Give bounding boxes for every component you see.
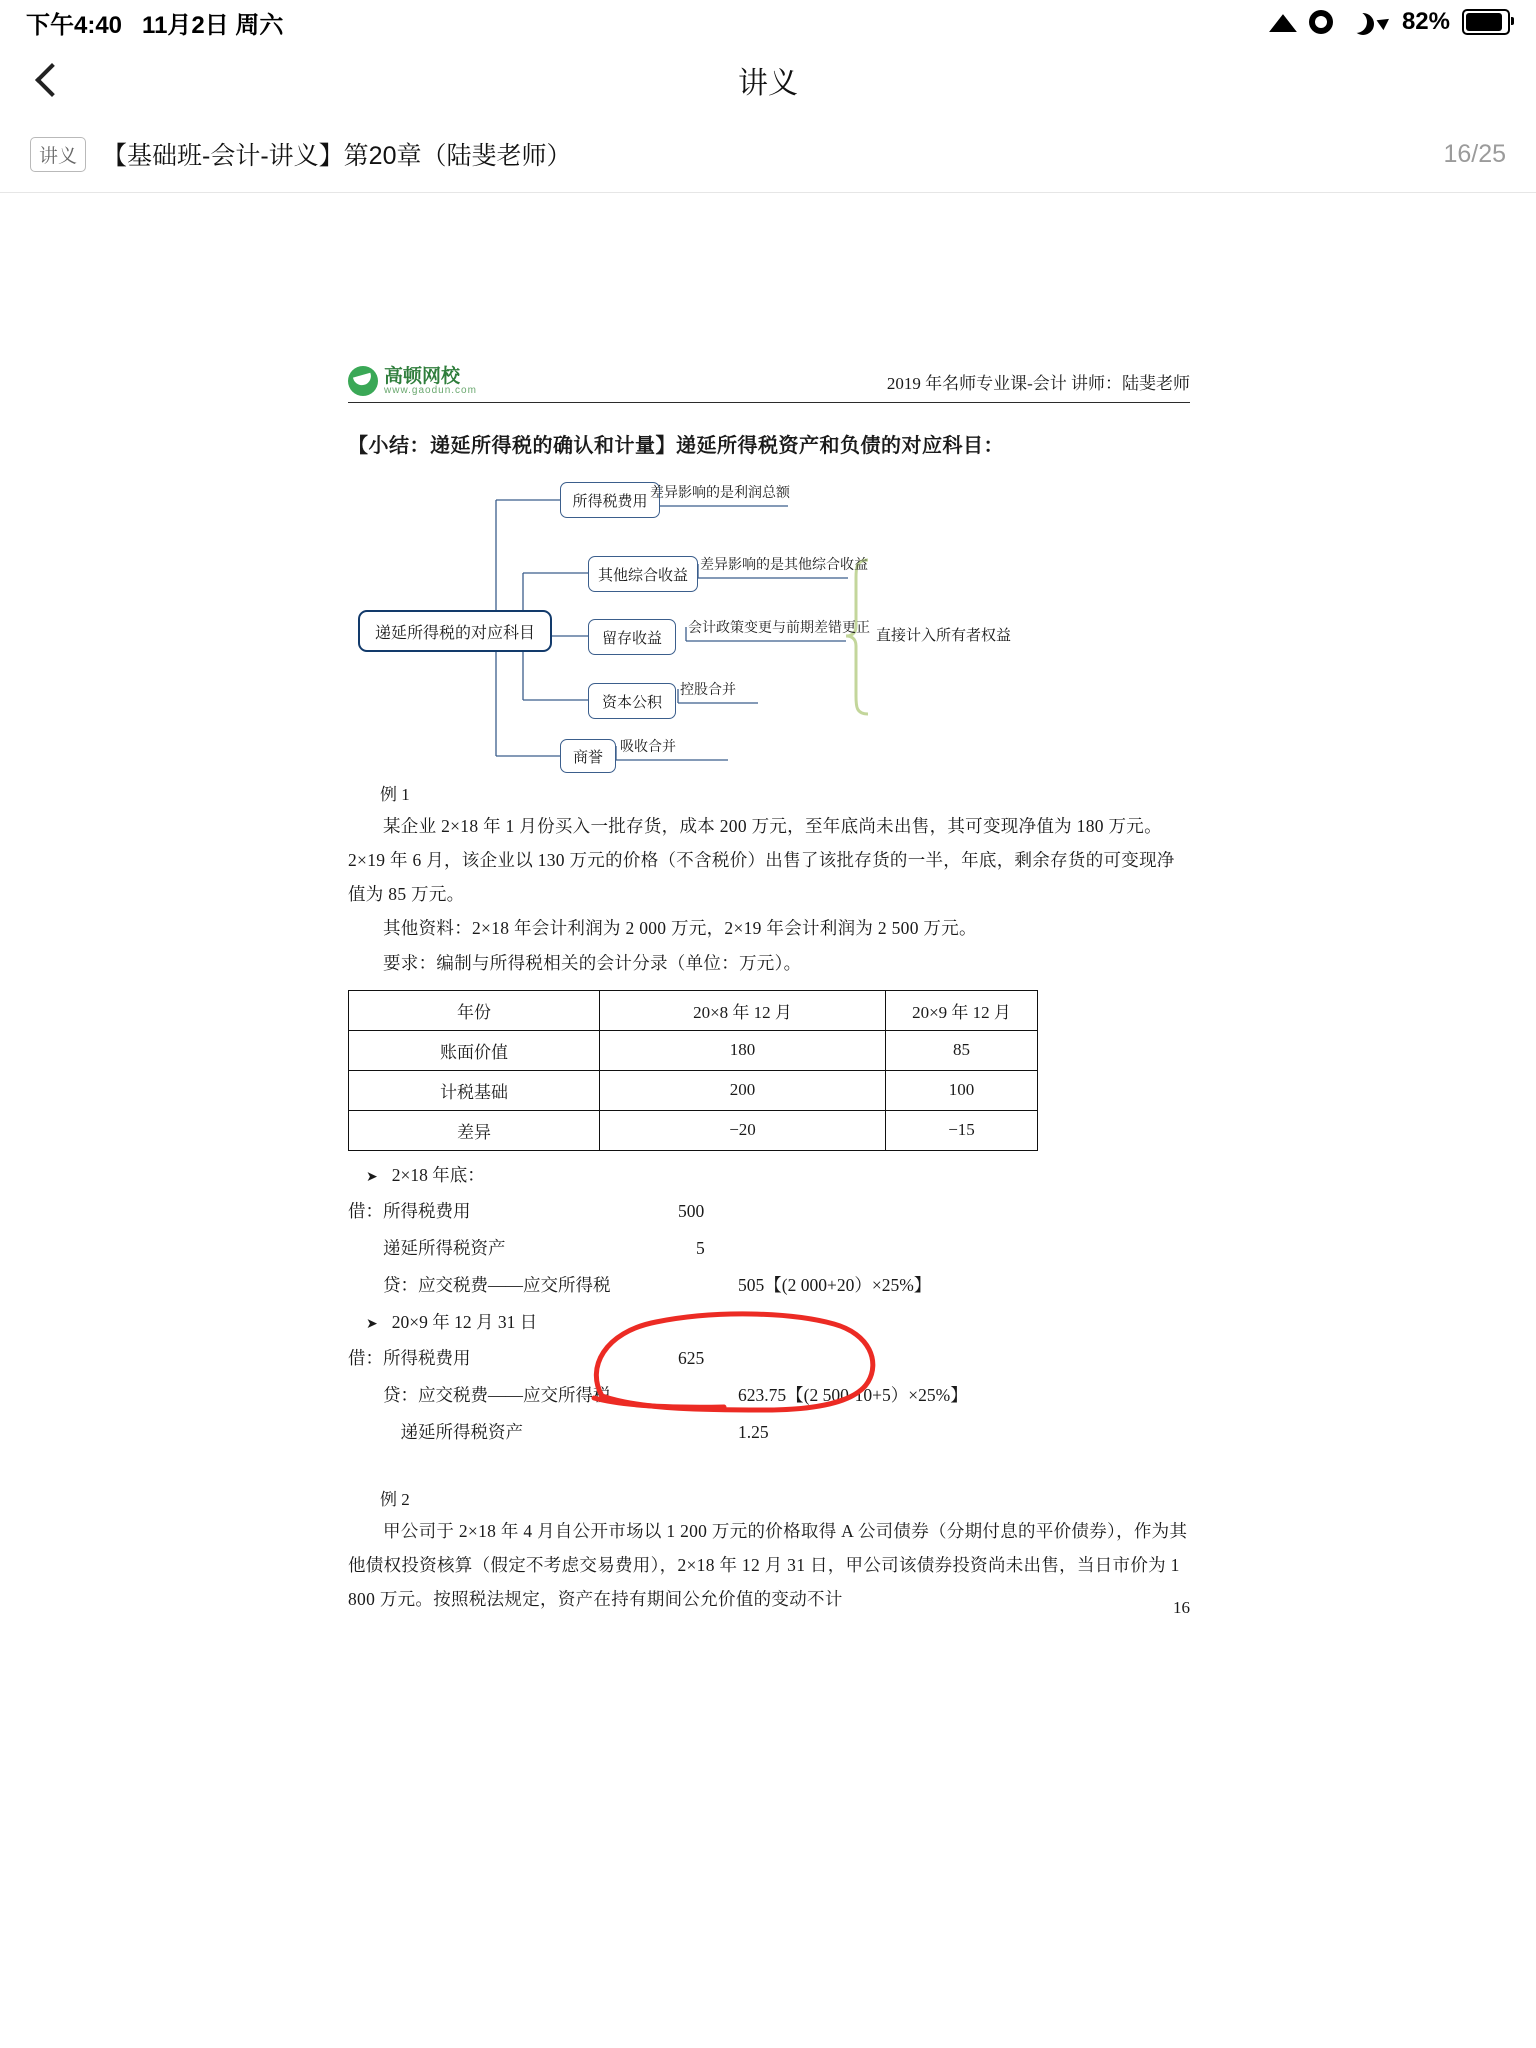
doc-type-tag: 讲义 [30,137,86,172]
mindmap-node-1: 其他综合收益 [588,556,698,592]
table-cell-r0c0: 账面价值 [349,1030,600,1070]
mindmap-brace-label: 直接计入所有者权益 [876,627,1012,644]
status-bar [0,0,1536,44]
mindmap-note-3: 控股合并 [680,681,736,697]
example1-table [348,990,1038,1151]
journal-label: 贷：应交税费——应交所得税 [348,1385,611,1406]
table-row [349,1030,1038,1070]
wifi-icon [1269,12,1297,32]
chevron-left-icon [35,63,69,97]
table-cell-r1c2: 100 [886,1070,1038,1110]
nav-bar [0,44,1536,116]
example1-paragraph-0: 某企业 2×18 年 1 月份买入一批存货，成本 200 万元，至年底尚未出售，其可变现净值为 180 万元。2×19 年 6 月，该企业以 130 万元的价格（不含税价）出售了该批存货的一半，年底，剩余存货的可变现净值为 85 万元。 [348,816,1175,905]
back-button[interactable] [30,58,74,102]
location-icon [1377,14,1393,30]
gaodun-logo [348,366,477,396]
journal-value: 5 [696,1238,705,1259]
table-cell-r0c1: 180 [600,1030,886,1070]
moon-icon [1345,11,1367,33]
journal-line [348,1340,1190,1377]
table-header-1: 20×8 年 12 月 [600,990,886,1030]
page-title: 讲义 [738,67,798,100]
journal-line [348,1193,1190,1230]
mindmap-note-0: 差异影响的是利润总额 [650,484,790,500]
table-row [349,1110,1038,1150]
table-cell-r1c0: 计税基础 [349,1070,600,1110]
status-date: 11月2日 周六 [142,11,284,39]
table-cell-r2c1: −20 [600,1110,886,1150]
journal-line [348,1230,1190,1267]
table-header-row [349,990,1038,1030]
page-header [348,366,1190,403]
journal-line [348,1267,1190,1304]
mindmap-node-2: 留存收益 [588,619,676,655]
table-cell-r2c2: −15 [886,1110,1038,1150]
journal-line [348,1414,1190,1451]
journal-value: 625 [678,1348,705,1369]
battery-icon [1462,9,1510,35]
example1-label: 例 1 [380,785,410,804]
document-page-number: 16 [1173,1598,1190,1617]
journal-value: 623.75【(2 500-10+5）×25%】 [738,1385,968,1406]
journal-label: 贷：应交税费——应交所得税 [348,1274,611,1295]
journal-label: 借：所得税费用 [348,1201,471,1222]
mindmap-note-4: 吸收合并 [620,738,676,754]
battery-percent: 82% [1401,8,1450,35]
journal-label: 递延所得税资产 [348,1238,506,1259]
header-course-info: 2019 年名师专业课-会计 讲师：陆斐老师 [886,374,1190,393]
document-title: 【基础班-会计-讲义】第20章（陆斐老师） [102,142,572,170]
document-page [348,366,1190,1616]
entry-group-0-bullet: ➤ 2×18 年底： [366,1157,1190,1194]
section-title: 【小结：递延所得税的确认和计量】递延所得税资产和负债的对应科目： [348,435,1004,457]
table-cell-r0c2: 85 [886,1030,1038,1070]
journal-value: 500 [678,1201,705,1222]
table-cell-r2c0: 差异 [349,1110,600,1150]
example2-paragraph-0: 甲公司于 2×18 年 4 月自公开市场以 1 200 万元的价格取得 A 公司债券（分期付息的平价债券），作为其他债权投资核算（假定不考虑交易费用），2×18 年 12 月 31 日，甲公司该债券投资尚未出售，当日市价为 1 800 万元。按照税法规定，资产在持有期间公允价值的变动不计 [348,1520,1188,1609]
table-header-0: 年份 [349,990,600,1030]
logo-mark-icon [348,366,378,396]
page-indicator: 16/25 [1443,139,1506,168]
status-time: 下午4:40 [26,11,123,39]
journal-value: 505【(2 000+20）×25%】 [738,1274,932,1295]
status-bar-right [1269,8,1510,36]
journal-label: 递延所得税资产 [348,1421,523,1442]
entry-group-1-bullet: ➤ 20×9 年 12 月 31 日 [366,1304,1190,1341]
mindmap-root-node: 递延所得税的对应科目 [358,610,552,652]
example1-paragraph-1: 其他资料：2×18 年会计利润为 2 000 万元，2×19 年会计利润为 2 500 万元。 [383,918,977,939]
example2-label: 例 2 [380,1489,410,1509]
table-header-2: 20×9 年 12 月 [886,990,1038,1030]
table-cell-r1c1: 200 [600,1070,886,1110]
mindmap [348,468,1190,768]
document-info-bar [0,116,1536,193]
journal-line [348,1377,1190,1414]
journal-value: 1.25 [738,1421,769,1442]
journal-label: 借：所得税费用 [348,1348,471,1369]
mindmap-node-4: 商誉 [560,739,616,773]
example1-paragraph-2: 要求：编制与所得税相关的会计分录（单位：万元）。 [383,952,802,973]
mindmap-note-1: 差异影响的是其他综合收益 [700,556,868,572]
mindmap-node-0: 所得税费用 [560,482,660,518]
do-not-disturb-icon [1309,10,1333,34]
mindmap-node-3: 资本公积 [588,683,676,719]
document-viewer[interactable] [0,196,1536,2048]
table-row [349,1070,1038,1110]
logo-url: www.gaodun.com [384,384,477,396]
mindmap-note-2: 会计政策变更与前期差错更正 [688,619,870,635]
status-bar-left [26,5,283,40]
logo-name: 高顿网校 [384,365,461,387]
